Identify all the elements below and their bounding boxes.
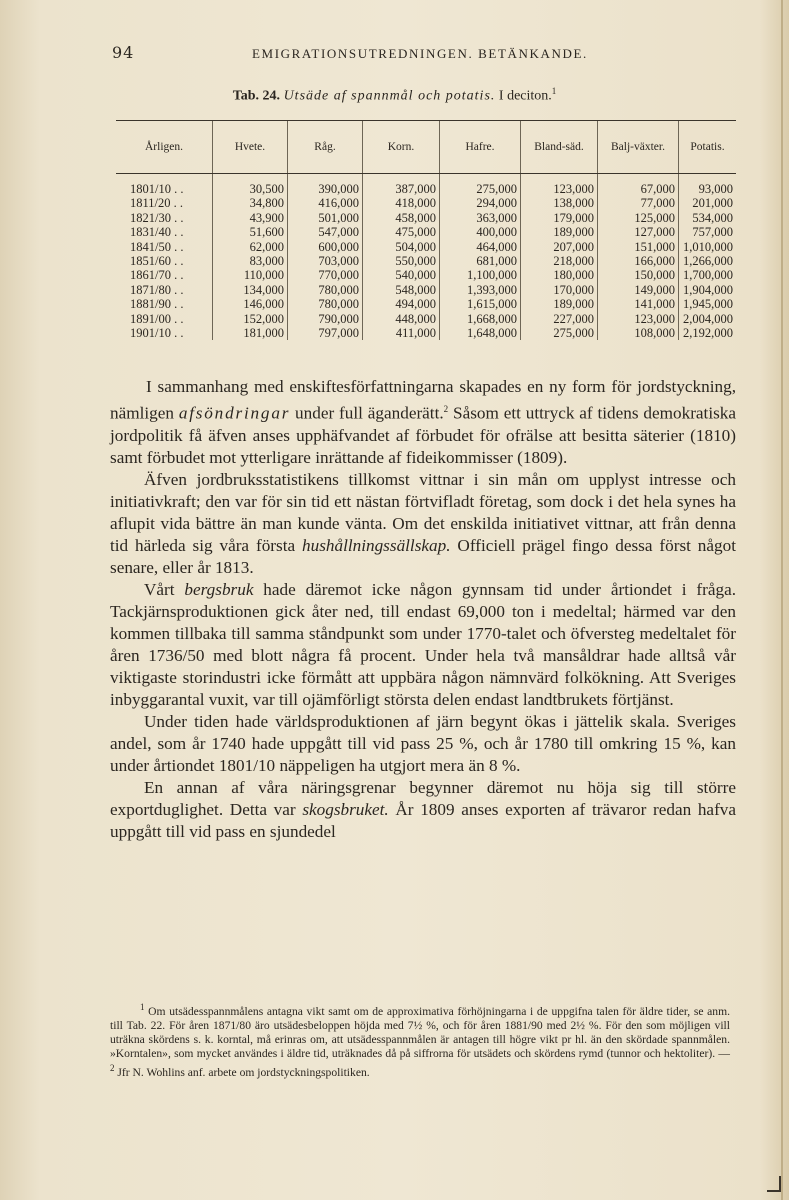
table-cell: 1,266,000 xyxy=(679,254,737,268)
table-cell: 1871/80 . . xyxy=(130,282,184,297)
table-cell: 179,000 xyxy=(521,211,598,225)
table-cell: 180,000 xyxy=(521,268,598,282)
table-cell: 1901/10 . . xyxy=(130,326,184,341)
col-header: Balj-växter. xyxy=(598,121,679,174)
table-row xyxy=(116,297,736,311)
table-cell: 1811/20 . . xyxy=(130,196,184,211)
emphasis-term: hushållningssällskap. xyxy=(302,535,451,555)
table-cell: 146,000 xyxy=(213,297,288,311)
table-cell: 548,000 xyxy=(363,283,440,297)
table-cell: 275,000 xyxy=(521,326,598,340)
table-cell: 108,000 xyxy=(598,326,679,340)
table-note-ref: 1 xyxy=(551,86,557,96)
paragraph xyxy=(110,376,736,469)
table-cell: 207,000 xyxy=(521,240,598,254)
col-header: Korn. xyxy=(363,121,440,174)
emphasis-term: afsöndringar xyxy=(178,403,291,423)
table-cell: 1,100,000 xyxy=(440,268,521,282)
table-cell: 110,000 xyxy=(213,268,288,282)
table-cell: 34,800 xyxy=(213,196,288,210)
table-cell: 387,000 xyxy=(363,174,440,197)
table-label: Tab. 24. xyxy=(232,88,281,104)
footnote-mark: 1 xyxy=(140,1002,145,1012)
page-number: 94 xyxy=(112,43,135,62)
table-cell: 1851/60 . . xyxy=(130,254,184,269)
table-cell: 43,900 xyxy=(213,211,288,225)
table-cell: 1,945,000 xyxy=(679,297,737,311)
table-cell: 1,010,000 xyxy=(679,240,737,254)
table-cell: 797,000 xyxy=(288,326,363,340)
table-title xyxy=(0,86,789,105)
table-cell: 1891/00 . . xyxy=(130,311,184,326)
table-cell: 227,000 xyxy=(521,312,598,326)
table-cell: 150,000 xyxy=(598,268,679,282)
table-cell: 448,000 xyxy=(363,312,440,326)
footnote-text: Jfr N. Wohlins anf. arbete om jordstyckningspolitiken. xyxy=(117,1065,370,1079)
table-cell: 218,000 xyxy=(521,254,598,268)
table-row xyxy=(116,211,736,225)
footnote-mark: 2 xyxy=(110,1062,115,1073)
table-row xyxy=(116,283,736,297)
table-row xyxy=(116,326,736,340)
text-run: Såsom ett uttryck af tidens demokratiska jordpolitik få äfven anses upphäfvandet af förbudet för ofrälse att besitta säterier (1810) samt förbudet mot ytterligare inrättande af fideikommisser (1809). xyxy=(110,403,737,467)
table-row xyxy=(116,174,736,197)
table-cell: 189,000 xyxy=(521,297,598,311)
text-run: under full äganderätt. xyxy=(290,403,444,423)
text-run: I sammanhang med enskiftesförfattningarna skapades en ny form för jordstyckning, nämligen xyxy=(110,377,736,423)
table-cell: 1831/40 . . xyxy=(130,225,184,240)
table-cell: 51,600 xyxy=(213,225,288,239)
table-cell: 1881/90 . . xyxy=(130,297,184,312)
footnotes xyxy=(110,1000,730,1080)
footnote-ref: 2 xyxy=(443,404,449,414)
paragraph xyxy=(110,469,736,579)
table-cell: 475,000 xyxy=(363,225,440,239)
table-cell: 1,648,000 xyxy=(440,326,521,340)
table-cell: 77,000 xyxy=(598,196,679,210)
footnote-text: Om utsädesspannmålens antagna vikt samt om de approximativa förhöjningarna i de uppgifna talen för äldre tider, se anm. till Tab. 22. För åren 1871/80 äro utsädesbeloppen höjda med 7½ %, och för åren 1881/90 med 2½ %. För den som möjligen vill uträkna skördens s. k. korntal, må erinras om, att utsädesspannmålen är antagen till högre vikt pr hl. än den skördade spannmålen. »Korntalen», som mycket användes i äldre tid, uträknades då på siffrorna för utsädets och skördens rymd (tunnor och hektoliter). — xyxy=(110,1004,730,1060)
col-header: Hvete. xyxy=(213,121,288,174)
table-cell: 127,000 xyxy=(598,225,679,239)
col-header: Hafre. xyxy=(440,121,521,174)
table-cell: 275,000 xyxy=(440,174,521,197)
page-edge xyxy=(781,0,783,1200)
table-cell: 1821/30 . . xyxy=(130,210,184,225)
table-cell: 67,000 xyxy=(598,174,679,197)
table-cell: 1,668,000 xyxy=(440,312,521,326)
table-cell: 1841/50 . . xyxy=(130,239,184,254)
table-cell: 166,000 xyxy=(598,254,679,268)
table-cell: 501,000 xyxy=(288,211,363,225)
table-caption: Utsäde af spannmål och potatis. xyxy=(283,88,496,104)
table-cell: 757,000 xyxy=(679,225,737,239)
table-header-row xyxy=(116,121,736,174)
table-row xyxy=(116,254,736,268)
table-cell: 780,000 xyxy=(288,297,363,311)
table-cell: 201,000 xyxy=(679,196,737,210)
table-cell: 62,000 xyxy=(213,240,288,254)
table-cell: 149,000 xyxy=(598,283,679,297)
footnote xyxy=(110,1000,730,1080)
table-row xyxy=(116,196,736,210)
col-header: Årligen. xyxy=(116,121,213,174)
table-cell: 1,904,000 xyxy=(679,283,737,297)
table-cell: 2,192,000 xyxy=(679,326,737,340)
table-cell: 550,000 xyxy=(363,254,440,268)
table-cell: 1,615,000 xyxy=(440,297,521,311)
table-cell: 416,000 xyxy=(288,196,363,210)
running-title: EMIGRATIONSUTREDNINGEN. BETÄNKANDE. xyxy=(252,46,588,61)
table-cell: 534,000 xyxy=(679,211,737,225)
text-run: Officiell prägel fingo dessa först något senare, eller år 1813. xyxy=(110,535,736,577)
table-cell: 125,000 xyxy=(598,211,679,225)
table-cell: 790,000 xyxy=(288,312,363,326)
table-cell: 123,000 xyxy=(598,312,679,326)
table-cell: 703,000 xyxy=(288,254,363,268)
table-cell: 1801/10 . . xyxy=(130,182,184,196)
text-run: En annan af våra näringsgrenar begynner däremot nu höja sig till större exportduglighet. Detta var xyxy=(110,777,736,819)
table-cell: 540,000 xyxy=(363,268,440,282)
table-cell: 418,000 xyxy=(363,196,440,210)
table-cell: 363,000 xyxy=(440,211,521,225)
text-run: Äfven jordbruksstatistikens tillkomst vittnar i sin mån om upplyst intresse och initiativkraft; den var för sin tid ett nästan förtvifladt företag, som dock i det hela synes ha aflupit vida bättre än man kunde vänta. Om det enskilda initiativet vittnar, att från denna tid härleda sig våra första xyxy=(110,469,736,555)
table-row xyxy=(116,225,736,239)
table-cell: 152,000 xyxy=(213,312,288,326)
table-cell: 83,000 xyxy=(213,254,288,268)
table-cell: 123,000 xyxy=(521,174,598,197)
paragraph: Under tiden hade världsproduktionen af järn begynt ökas i jättelik skala. Sveriges andel, som år 1740 hade uppgått till vid pass 25 %, och år 1780 till omkring 15 %, kan under årtiondet 1801/10 näppeligen ha utgjort mera än 8 %. xyxy=(110,711,736,775)
table-cell: 390,000 xyxy=(288,174,363,197)
table-cell: 2,004,000 xyxy=(679,312,737,326)
text-run: hade däremot icke någon gynnsam tid under årtiondet i fråga. Tackjärnsproduktionen gick åter ned, till endast 69,000 ton i medeltal; härmed var den kommen tillbaka till samma ståndpunkt som under 1770-talet och öfversteg medeltalet för åren 1736/50 med blott några få procent. Under hela två mansåldrar hade alltså vår viktigaste storindustri icke förmått att uppbära någon nämnvärd folkökning. Att Sveriges inbyggarantal vuxit, var till ojämförligt största delen endast landtbrukets förtjänst. xyxy=(110,579,737,709)
table-cell: 494,000 xyxy=(363,297,440,311)
table-cell: 681,000 xyxy=(440,254,521,268)
emphasis-term: bergsbruk xyxy=(184,579,254,599)
table-row xyxy=(116,312,736,326)
paragraph xyxy=(110,777,736,843)
table-cell: 1,700,000 xyxy=(679,268,737,282)
seed-table xyxy=(116,120,736,340)
body-text xyxy=(110,376,736,843)
col-header: Potatis. xyxy=(679,121,737,174)
table-cell: 30,500 xyxy=(213,174,288,197)
col-header: Bland-säd. xyxy=(521,121,598,174)
table-cell: 547,000 xyxy=(288,225,363,239)
table-cell: 181,000 xyxy=(213,326,288,340)
table-cell: 780,000 xyxy=(288,283,363,297)
table-cell: 770,000 xyxy=(288,268,363,282)
text-run: Vårt xyxy=(144,579,185,599)
table-cell: 138,000 xyxy=(521,196,598,210)
table-cell: 458,000 xyxy=(363,211,440,225)
table-row xyxy=(116,268,736,282)
emphasis-term: skogsbruket. xyxy=(302,799,389,819)
table-cell: 134,000 xyxy=(213,283,288,297)
page-corner-mark xyxy=(767,1176,781,1192)
table-cell: 141,000 xyxy=(598,297,679,311)
table-row xyxy=(116,240,736,254)
table-cell: 93,000 xyxy=(679,174,737,197)
text-run: År 1809 anses exporten af trävaror redan hafva uppgått till vid pass en sjundedel xyxy=(110,799,737,841)
table-cell: 464,000 xyxy=(440,240,521,254)
table-cell: 294,000 xyxy=(440,196,521,210)
table-cell: 400,000 xyxy=(440,225,521,239)
table-cell: 189,000 xyxy=(521,225,598,239)
table-cell: 151,000 xyxy=(598,240,679,254)
table-body xyxy=(116,174,736,341)
table-cell: 1,393,000 xyxy=(440,283,521,297)
table-cell: 1861/70 . . xyxy=(130,268,184,283)
table-unit: I deciton. xyxy=(498,88,552,104)
table-cell: 504,000 xyxy=(363,240,440,254)
paragraph xyxy=(110,579,736,711)
table-cell: 600,000 xyxy=(288,240,363,254)
table-cell: 411,000 xyxy=(363,326,440,340)
table-cell: 170,000 xyxy=(521,283,598,297)
col-header: Råg. xyxy=(288,121,363,174)
